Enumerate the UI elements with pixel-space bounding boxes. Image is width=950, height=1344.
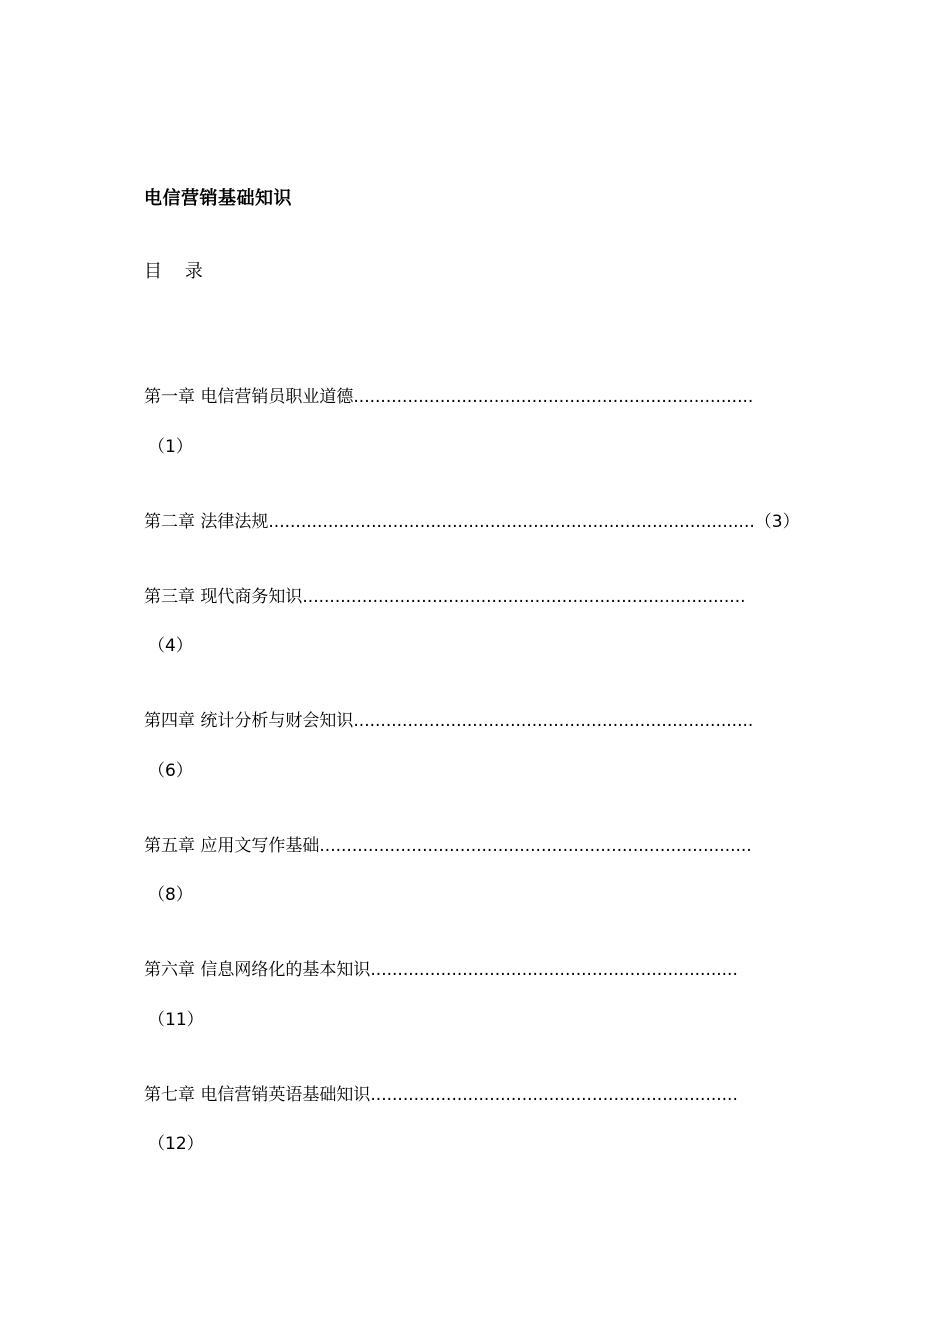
toc-entry-4[interactable] <box>144 706 753 731</box>
toc-page-number: （8） <box>148 885 193 905</box>
toc-chapter-title: 第七章 电信营销英语基础知识 <box>144 1085 371 1105</box>
toc-page-number: （1） <box>148 437 193 457</box>
toc-entry-7[interactable] <box>144 1080 738 1105</box>
toc-chapter-title: 第五章 应用文写作基础 <box>144 836 320 856</box>
toc-leader-dots: .................................................................... <box>370 960 738 980</box>
toc-entry-3[interactable] <box>144 582 746 607</box>
toc-leader-dots: .......................................................................................... <box>268 512 755 532</box>
toc-chapter-title: 第四章 统计分析与财会知识 <box>144 711 354 731</box>
toc-leader-dots: .................................................................... <box>370 1085 738 1105</box>
toc-chapter-title: 第六章 信息网络化的基本知识 <box>144 960 371 980</box>
toc-entry-2[interactable] <box>144 507 800 532</box>
toc-leader-dots: .................................................................................. <box>302 587 746 607</box>
toc-entry-1[interactable] <box>144 382 753 407</box>
toc-page-number: （11） <box>148 1010 204 1030</box>
toc-page-number: （6） <box>148 761 193 781</box>
toc-entry-5[interactable] <box>144 831 752 856</box>
toc-chapter-title: 第二章 法律法规 <box>144 512 269 532</box>
toc-chapter-title: 第一章 电信营销员职业道德 <box>144 387 354 407</box>
toc-leader-dots: ................................................................................ <box>319 836 752 856</box>
toc-chapter-title: 第三章 现代商务知识 <box>144 587 303 607</box>
toc-heading: 目 录 <box>144 261 203 282</box>
toc-page-number: （3） <box>754 512 800 532</box>
toc-entry-6[interactable] <box>144 955 738 980</box>
toc-page-number: （12） <box>148 1134 204 1154</box>
toc-leader-dots: .......................................................................... <box>353 387 754 407</box>
document-title: 电信营销基础知识 <box>144 188 292 209</box>
toc-page-number: （4） <box>148 636 193 656</box>
toc-leader-dots: .......................................................................... <box>353 711 754 731</box>
